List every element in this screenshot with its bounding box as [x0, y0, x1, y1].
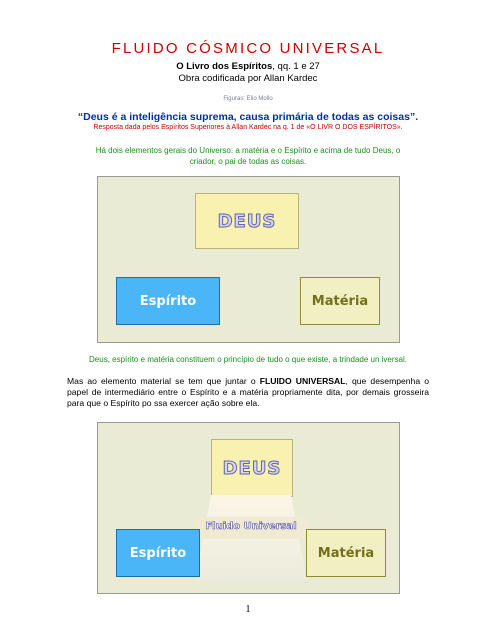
quote-source: Resposta dada pelos Espíritos Superiores à Allan Kardec na q. 1 de «O LIVR O DOS ESPÍRITOS».	[93, 124, 403, 131]
materia-box-2	[306, 529, 386, 577]
page-title: FLUIDO CÓSMICO UNIVERSAL	[111, 40, 385, 57]
book-title: O Livro dos Espíritos	[176, 61, 273, 72]
book-reference	[0, 61, 496, 72]
fluid-paragraph	[67, 376, 429, 409]
fluid-figure	[97, 422, 400, 594]
fluid-beam	[195, 495, 307, 581]
materia-label-2: Matéria	[317, 545, 375, 561]
deus-box	[195, 193, 299, 249]
book-questions: , qq. 1 e 27	[272, 61, 320, 72]
codified-by: Obra codificada por Allan Kardec	[178, 73, 318, 84]
espirito-box	[116, 277, 220, 325]
main-quote: “Deus é a inteligência suprema, causa primária de todas as coisas”.	[77, 111, 419, 123]
paragraph-text-start: Mas ao elemento material se tem que juntar o	[67, 376, 260, 386]
materia-label: Matéria	[311, 293, 369, 309]
materia-box	[300, 277, 380, 325]
espirito-label: Espírito	[139, 293, 197, 309]
fluid-beam-shape	[195, 495, 307, 581]
intro-line-1: Há dois elementos gerais do Universo: a matéria e o Espírito e acima de tudo Deus, o	[95, 146, 401, 155]
deus-label: DEUS	[217, 210, 277, 232]
figures-credit: Figuras: Elio Mollo	[223, 96, 273, 102]
espirito-box-2	[116, 529, 200, 577]
fluid-label: Fluido Universal	[205, 521, 297, 532]
page-number: 1	[245, 604, 251, 615]
intro-line-2: criador, o pai de todas as coisas.	[189, 157, 307, 166]
deus-label-2: DEUS	[222, 457, 282, 479]
espirito-label-2: Espírito	[129, 545, 187, 561]
paragraph-text-end: , que desempenha o papel de intermediário entre o Espírito e a matéria propriamente dita, por demais grosseira para que o Espírito po ssa exercer ação sobre ela.	[67, 376, 430, 408]
trinity-figure	[97, 176, 400, 343]
paragraph-bold-term: FLUIDO UNIVERSAL	[259, 376, 346, 386]
figure-caption: Deus, espírito e matéria constituem o princípio de tudo o que existe, a trindade un iversal.	[89, 355, 407, 364]
deus-box-2	[211, 439, 293, 497]
